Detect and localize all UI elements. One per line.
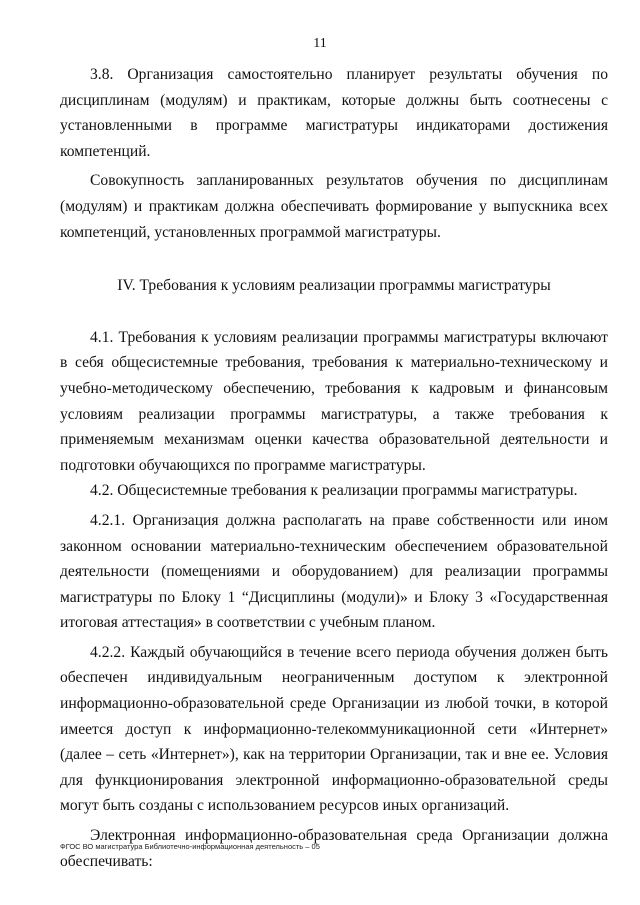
paragraph-eios: Электронная информационно-образовательная среда Организации должна обеспечивать: [60, 827, 608, 870]
paragraph-3-8: 3.8. Организация самостоятельно планирует результаты обучения по дисциплинам (модулям) и практикам, которые должны быть соотнесены с установленными в программе магистратуры индикаторами достижения компетенций. [60, 66, 608, 160]
paragraph-4-2-2: 4.2.2. Каждый обучающийся в течение всего периода обучения должен быть обеспечен индивидуальным неограниченным доступом к электронной информационно-образовательной среде Организации из любой точки, в которой имеется доступ к информационно-телекоммуникационной сети «Интернет» (далее – сеть «Интернет»), как на территории Организации, так и вне ее. Условия для функционирования электронной информационно-образовательной среды могут быть созданы с использованием ресурсов иных организаций. [60, 643, 608, 815]
paragraph-4-2-1: 4.2.1. Организация должна располагать на праве собственности или ином законном основании материально-техническим обеспечением образовательной деятельности (помещениями и оборудованием) для реализации программы магистратуры по Блоку 1 “Дисциплины (модули)» и Блоку 3 «Государственная итоговая аттестация» в соответствии с учебным планом. [60, 511, 608, 632]
paragraph-4-1: 4.1. Требования к условиям реализации программы магистратуры включают в себя общесистемные требования, требования к материально-техническому и учебно-методическому обеспечению, требования к кадровым и финансовым условиям реализации программы магистратуры, а также требования к применяемым механизмам оценки качества образовательной деятельности и подготовки обучающихся по программе магистратуры. [60, 328, 608, 474]
paragraph-4-2: 4.2. Общесистемные требования к реализации программы магистратуры. [90, 482, 578, 500]
page-number: 11 [313, 36, 327, 51]
page-footer: ФГОС ВО магистратура Библиотечно-информационная деятельность – 05 [60, 842, 320, 851]
section-heading: IV. Требования к условиям реализации программы магистратуры [117, 277, 551, 295]
paragraph-results-total: Совокупность запланированных результатов обучения по дисциплинам (модулям) и практикам должна обеспечивать формирование у выпускника всех компетенций, установленных программой магистратуры. [60, 172, 608, 241]
document-body [60, 62, 608, 874]
